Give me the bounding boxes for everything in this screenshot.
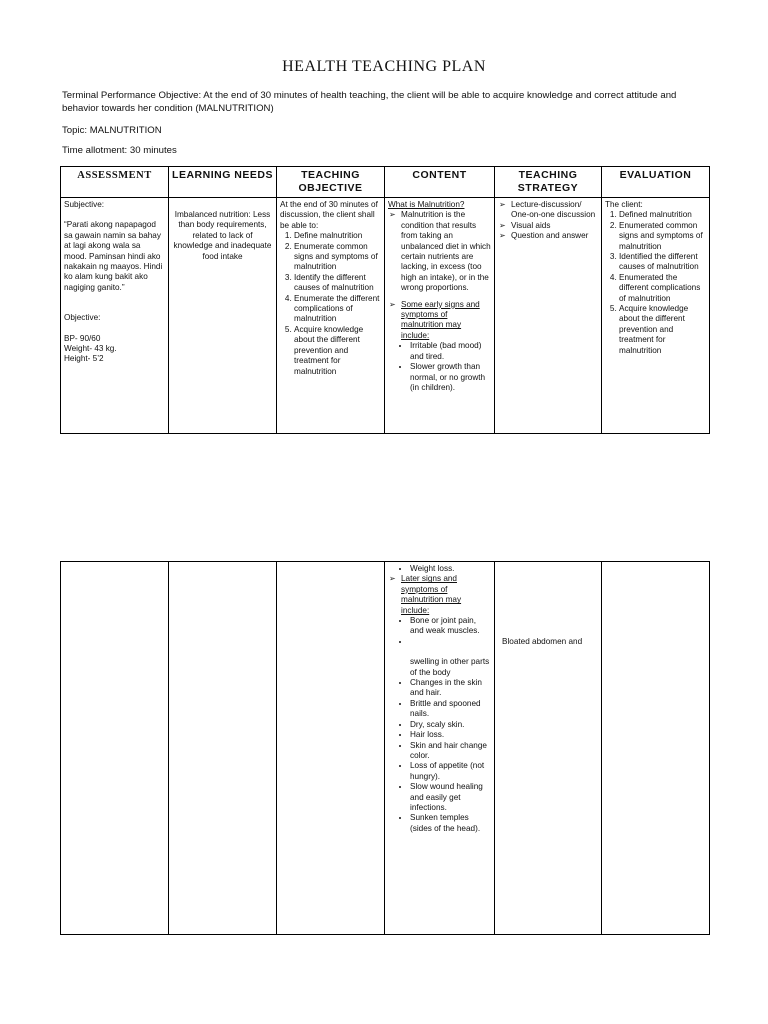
list-item: 5. Acquire knowledge about the different prevention and treatment for malnutrition bbox=[619, 304, 706, 356]
empty-strategy-cell bbox=[495, 562, 602, 935]
evaluation-cell bbox=[602, 198, 710, 434]
empty-evaluation-cell bbox=[602, 562, 710, 935]
empty-assessment-cell bbox=[61, 562, 169, 935]
teaching-objective-cell bbox=[277, 198, 385, 434]
list-item: • Dry, scaly skin. bbox=[410, 720, 491, 730]
teaching-plan-table bbox=[60, 166, 710, 434]
continuation-table bbox=[60, 561, 710, 935]
list-item: 2. Enumerate common signs and symptoms of malnutrition bbox=[294, 242, 381, 273]
page-title: HEALTH TEACHING PLAN bbox=[282, 58, 486, 75]
continuation-row bbox=[61, 562, 710, 935]
content-question: What is Malnutrition? bbox=[388, 200, 465, 209]
topic-line: Topic: MALNUTRITION bbox=[62, 125, 162, 136]
list-item: • Changes in the skin and hair. bbox=[410, 678, 491, 699]
list-item: • Brittle and spooned nails. bbox=[410, 699, 491, 720]
objective-label: Objective: bbox=[64, 313, 101, 323]
plan-row bbox=[61, 198, 710, 434]
later-signs-list bbox=[388, 616, 583, 834]
list-item: 4. Enumerate the different complications of malnutrition bbox=[294, 294, 381, 325]
list-item: • Weight loss. bbox=[410, 564, 491, 574]
empty-objective-cell bbox=[277, 562, 385, 935]
bloated-abdomen-text: • Bloated abdomen and bbox=[502, 636, 583, 646]
list-item: 5. Acquire knowledge about the different prevention and treatment for malnutrition bbox=[294, 325, 381, 377]
evaluation-list bbox=[605, 210, 706, 356]
terminal-objective: Terminal Performance Objective: At the end of 30 minutes of health teaching, the client will be able to acquire knowledge and correct attitude and behavior towards her condition (MALNUTRITION) bbox=[62, 90, 677, 114]
list-item: ➢ Lecture-discussion/ One-on-one discussion bbox=[511, 200, 598, 221]
list-item: • Irritable (bad mood) and tired. bbox=[410, 341, 491, 362]
early-signs-heading: ➢ Some early signs and symptoms of malnutrition may include: bbox=[401, 300, 491, 342]
height-value: Height- 5’2 bbox=[64, 354, 104, 364]
objective-intro: At the end of 30 minutes of discussion, the client shall be able to: bbox=[280, 200, 378, 230]
header-content: CONTENT bbox=[385, 167, 495, 198]
strategy-list bbox=[498, 200, 598, 242]
list-item: 3. Identified the different causes of malnutrition bbox=[619, 252, 706, 273]
evaluation-intro: The client: bbox=[605, 200, 643, 209]
bloated-rest-text: swelling in other parts of the body bbox=[410, 657, 490, 677]
list-item: 1. Define malnutrition bbox=[294, 231, 381, 241]
list-item: ➢ Visual aids bbox=[511, 221, 598, 231]
bp-value: BP- 90/60 bbox=[64, 333, 101, 343]
header-teaching-strategy: TEACHING STRATEGY bbox=[495, 167, 602, 198]
later-signs-heading: ➢ Later signs and symptoms of malnutrition may include: bbox=[401, 574, 491, 616]
time-allotment-line: Time allotment: 30 minutes bbox=[62, 145, 177, 156]
content-definition: ➢ Malnutrition is the condition that results from taking an unbalanced diet in which certain nutrients are lacking, in excess (too high an intake), or in the wrong proportions. bbox=[401, 210, 491, 293]
list-item: • Bone or joint pain, and weak muscles. bbox=[410, 616, 491, 637]
list-item: • Sunken temples (sides of the head). bbox=[410, 813, 491, 834]
header-assessment: ASSESSMENT bbox=[61, 167, 169, 198]
early-signs-list bbox=[388, 341, 491, 393]
list-item: • Slower growth than normal, or no growth (in children). bbox=[410, 362, 491, 393]
list-item: 1. Defined malnutrition bbox=[619, 210, 706, 220]
list-item: 2. Enumerated common signs and symptoms of malnutrition bbox=[619, 221, 706, 252]
list-item bbox=[410, 636, 583, 678]
objective-list bbox=[280, 231, 381, 377]
list-item: • Loss of appetite (not hungry). bbox=[410, 761, 491, 782]
content-continued-cell bbox=[385, 562, 583, 935]
list-item: 3. Identify the different causes of malnutrition bbox=[294, 273, 381, 294]
list-item: 4. Enumerated the different complications of malnutrition bbox=[619, 273, 706, 304]
header-teaching-objective: TEACHING OBJECTIVE bbox=[277, 167, 385, 198]
list-item: ➢ Question and answer bbox=[511, 231, 598, 241]
header-learning-needs: LEARNING NEEDS bbox=[169, 167, 277, 198]
header-evaluation: EVALUATION bbox=[602, 167, 710, 198]
list-item: • Hair loss. bbox=[410, 730, 491, 740]
header-row bbox=[61, 167, 710, 198]
subjective-label: Subjective: bbox=[64, 200, 105, 209]
list-item: • Slow wound healing and easily get infections. bbox=[410, 782, 491, 813]
assessment-cell bbox=[61, 198, 169, 434]
content-cell bbox=[385, 198, 495, 434]
teaching-strategy-cell bbox=[495, 198, 602, 434]
learning-needs-cell bbox=[169, 198, 277, 434]
learning-needs-text: Imbalanced nutrition: Less than body requirements, related to lack of knowledge and inadequate food intake bbox=[173, 210, 272, 261]
weight-value: Weight- 43 kg. bbox=[64, 344, 117, 354]
subjective-quote: “Parati akong napapagod sa gawain namin sa bahay at lagi akong wala sa mood. Paminsan hindi ako nakakain ng maayos. Hindi ko alam kung bakit ako nagiging ganito.” bbox=[64, 220, 163, 292]
empty-learning-needs-cell bbox=[169, 562, 277, 935]
list-item: • Skin and hair change color. bbox=[410, 741, 491, 762]
